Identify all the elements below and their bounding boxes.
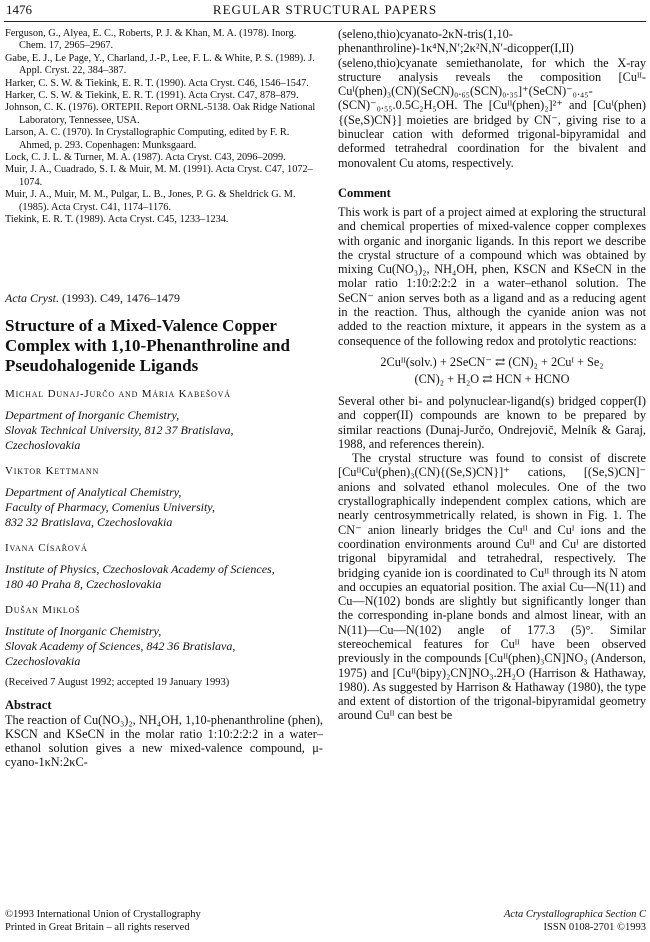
comment-paragraph: This work is part of a project aimed at exploring the structural and chemical properties of mixed-valence copper complexes with organic and inorganic ligands. In this report we describe the crystal structure of a compound which was obtained by mixing Cu(NO₃)₂, NH₄OH, phen, KSCN and KSeCN in the molar ratio 1:10:2:2:2 in a water–ethanol solution. The SeCN⁻ anion serves both as a ligand and as a reducing agent in the reaction. Thus, although the cyanide anion was not added to the reaction mixture, it appears in the system as a consequence of the following redox and protolytic reactions: <box>338 204 646 348</box>
author-names: Ivana Císařová <box>5 541 88 554</box>
copyright-line: ©1993 International Union of Crystallography <box>5 909 201 920</box>
affiliation-line: Institute of Physics, Czechoslovak Academy of Sciences, <box>5 561 275 576</box>
reference-item: Muir, J. A., Muir, M. M., Pulgar, L. B., Jones, P. G. & Sheldrick G. M. (1985). Acta Cryst. C41, 1174–1176. <box>5 189 296 213</box>
footer-journal <box>420 908 646 934</box>
reaction-equations <box>338 354 646 388</box>
equation-redox: 2Cuᴵᴵ(solv.) + 2SeCN⁻ ⇄ (CN)₂ + 2Cuᴵ + Se₂ <box>380 354 604 369</box>
affiliation-line: Department of Inorganic Chemistry, <box>5 407 180 422</box>
article-citation <box>5 291 323 306</box>
affiliation-line: Institute of Inorganic Chemistry, <box>5 623 162 638</box>
affiliation-line: Faculty of Pharmacy, Comenius University, <box>5 499 215 514</box>
affiliation-line: Czechoslovakia <box>5 653 81 668</box>
received-dates: (Received 7 August 1992; accepted 19 January 1993) <box>5 676 230 688</box>
abstract-text-start: The reaction of Cu(NO₃)₂, NH₄OH, 1,10-phenanthroline (phen), KSCN and KSeCN in the molar ratio 1:10:2:2:2 in a water–ethanol solution gives a new mixed-valence compound, μ-cyano-1κN:2κC- <box>5 712 323 770</box>
author-names: Michal Dunaj-Jurčo and Mária Kabešová <box>5 387 231 400</box>
printed-line: Printed in Great Britain – all rights reserved <box>5 922 190 933</box>
reference-item: Muir, J. A., Cuadrado, S. I. & Muir, M. M. (1991). Acta Cryst. C47, 1072–1074. <box>5 164 313 188</box>
comment-heading: Comment <box>338 185 391 200</box>
comment-paragraph: Several other bi- and polynuclear-ligand(s) bridged copper(I) and copper(II) compounds are known to be prepared by similar reactions (Dunaj-Jurčo, Ondrejovič, Melník & Garaj, 1988, and references therein). <box>338 393 646 451</box>
citation-volume: (1993). C49, 1476–1479 <box>62 290 180 305</box>
affiliation-line: 832 32 Bratislava, Czechoslovakia <box>5 514 173 529</box>
author-names: Dušan Mikloš <box>5 603 81 616</box>
affiliation-line: Slovak Technical University, 812 37 Bratislava, <box>5 422 234 437</box>
reference-item: Ferguson, G., Alyea, E. C., Roberts, P. J. & Khan, M. A. (1978). Inorg. Chem. 17, 2965–2967. <box>5 28 297 52</box>
reference-item: Gabe, E. J., Le Page, Y., Charland, J.-P., Lee, F. L. & White, P. S. (1989). J. Appl. Cryst. 22, 384–387. <box>5 52 315 77</box>
affiliation-line: 180 40 Praha 8, Czechoslovakia <box>5 576 162 591</box>
article-title: Structure of a Mixed-Valence Copper Complex with 1,10-Phenanthroline and Pseudohalogenide Ligands <box>5 315 290 375</box>
reference-item: Harker, C. S. W. & Tiekink, E. R. T. (1990). Acta Cryst. C46, 1546–1547. <box>5 77 309 89</box>
author-affiliation <box>5 562 323 592</box>
author-affiliation <box>5 408 323 453</box>
running-title: REGULAR STRUCTURAL PAPERS <box>212 2 438 17</box>
page-number: 1476 <box>6 2 32 17</box>
left-column <box>5 28 323 770</box>
header-rule <box>4 21 646 22</box>
reference-list <box>5 28 323 227</box>
footer-copyright <box>5 908 201 934</box>
reference-item: Larson, A. C. (1970). In Crystallographic Computing, edited by F. R. Ahmed, p. 293. Copenhagen: Munksgaard. <box>5 127 290 151</box>
affiliation-line: Slovak Academy of Sciences, 842 36 Bratislava, <box>5 638 236 653</box>
reference-item: Tiekink, E. R. T. (1989). Acta Cryst. C45, 1233–1234. <box>5 214 229 226</box>
reference-item: Johnson, C. K. (1976). ORTEPII. Report ORNL-5138. Oak Ridge National Laboratory, Tennessee, USA. <box>5 102 316 126</box>
affiliation-line: Department of Analytical Chemistry, <box>5 484 182 499</box>
author-affiliation <box>5 624 323 669</box>
equation-protolytic: (CN)₂ + H₂O ⇄ HCN + HCNO <box>414 371 570 386</box>
right-column <box>338 27 646 723</box>
abstract-heading: Abstract <box>5 697 52 712</box>
reference-item: Lock, C. J. L. & Turner, M. A. (1987). Acta Cryst. C43, 2096–2099. <box>5 152 286 164</box>
spacer <box>5 227 323 277</box>
comment-paragraph: The crystal structure was found to consist of discrete [CuᴵᴵCuᴵ(phen)₃(CN){(Se,S)CN}]⁺ cations, [(Se,S)CN]⁻ anions and solvated ethanol molecules. One of the two crystallographically independent complex cations, which are nearly centrosymmetrically related, is shown in Fig. 1. The CN⁻ anion linearly bridges the Cuᴵᴵ and Cuᴵ ions and the coordination environments around Cuᴵᴵ and Cuᴵ are distorted trigonal bipyramidal and tetrahedral, respectively. The bridging cyanide ion is coordinated to Cuᴵᴵ through its N atom and occupies an equatorial position. The axial Cu—N(11) and Cu—N(102) bonds are slightly but significantly longer than the corresponding in-plane bonds and almost linear, with an N(11)—Cu—N(102) angle of 177.3 (5)°. Similar stereochemical features for Cuᴵᴵ have been observed previously in the compounds [Cuᴵᴵ(phen)₃CN]NO₃ (Anderson, 1975) and [Cuᴵᴵ(bipy)₂CN]NO₃.2H₂O (Harrison & Hathaway, 1980). As suggested by Harrison & Hathaway (1980), the type and extent of distortion of the trigonal-bipyramidal geometry around Cuᴵᴵ can best be <box>338 451 646 723</box>
author-affiliation <box>5 485 323 530</box>
journal-section: Acta Crystallographica Section C <box>503 909 646 920</box>
reference-item: Harker, C. S. W. & Tiekink, E. R. T. (1991). Acta Cryst. C47, 878–879. <box>5 90 299 102</box>
affiliation-line: Czechoslovakia <box>5 437 81 452</box>
citation-journal: Acta Cryst. <box>5 290 59 305</box>
abstract-text-continued: (seleno,thio)cyanato-2κN-tris(1,10-phenanthroline)-1κ⁴N,N′;2κ²N,N′-dicopper(I,II) (seleno,thio)cyanate semiethanolate, for which the X-ray structure analysis reveals the composition [Cuᴵᴵ-Cuᴵ(phen)₃(CN)(SeCN)₀.₆₅(SCN)₀.₃₅]⁺(SeCN)⁻₀.₄₅-(SCN)⁻₀.₅₅.0.5C₂H₅OH. The [Cuᴵᴵ(phen)₂]²⁺ and [Cuᴵ(phen){(Se,S)CN}] moieties are bridged by CN⁻, giving rise to a binuclear cation with deformed trigonal-bipyramidal and deformed tetrahedral coordination for the bivalent and monovalent Cu atoms, respectively. <box>338 27 646 170</box>
issn-line: ISSN 0108-2701 ©1993 <box>543 922 646 933</box>
author-names: Viktor Kettmann <box>5 464 100 477</box>
